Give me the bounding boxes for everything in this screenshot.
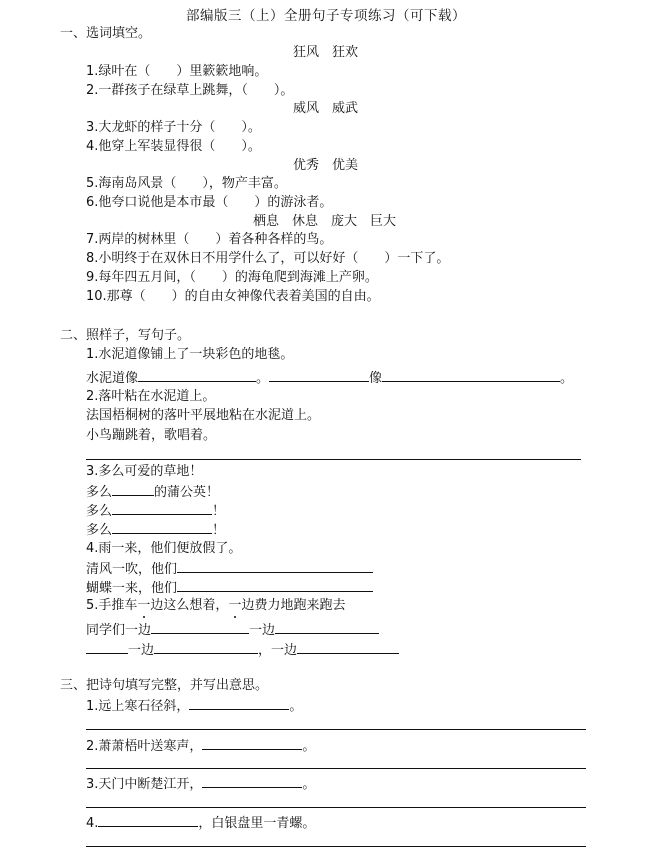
answer-blank-2-5-b0[interactable]	[86, 641, 128, 654]
answer-line-2-5-b	[86, 641, 399, 659]
answer-line-2-4-a	[86, 560, 373, 578]
answer-blank-2-1-a[interactable]	[138, 369, 256, 382]
meaning-line-3[interactable]	[86, 807, 586, 808]
answer-2-4-a-prefix: 清风一吹，他们	[86, 562, 178, 577]
meaning-line-1[interactable]	[86, 729, 586, 730]
question-1-3: 3.大龙虾的样子十分（ ）。	[86, 120, 261, 135]
poem-2-text: 2.萧萧梧叶送寒声，	[86, 739, 203, 754]
question-1-8: 8.小明终于在双休日不用学什么了，可以好好（ ）一下了。	[86, 251, 450, 266]
answer-2-1-text-c: 像	[369, 371, 383, 386]
answer-blank-2-3-c[interactable]	[112, 521, 212, 534]
poem-blank-3[interactable]	[202, 775, 302, 788]
poem-line-2	[86, 737, 315, 755]
question-1-6: 6.他夸口说他是本市最（ ）的游泳者。	[86, 195, 333, 210]
answer-blank-2-1-b[interactable]	[269, 369, 369, 382]
answer-2-3-c-suffix: ！	[212, 523, 226, 538]
answer-2-3-a-prefix: 多么	[86, 485, 113, 500]
answer-2-1-text-b: 。	[256, 371, 270, 386]
question-2-2: 2.落叶粘在水泥道上。	[86, 389, 216, 404]
answer-2-3-c-prefix: 多么	[86, 523, 113, 538]
answer-blank-2-5-b1[interactable]	[154, 641, 258, 654]
answer-2-3-b-prefix: 多么	[86, 504, 113, 519]
poem-1-text: 1.远上寒石径斜，	[86, 699, 190, 714]
poem-line-4	[86, 814, 315, 832]
answer-line-2-2[interactable]	[86, 459, 581, 460]
section1-heading: 一、选词填空。	[60, 26, 152, 41]
question-1-7: 7.两岸的树林里（ ）着各种各样的鸟。	[86, 232, 333, 247]
answer-2-5-a-mid: 一边	[249, 623, 276, 638]
answer-2-3-b-suffix: ！	[212, 504, 226, 519]
meaning-line-2[interactable]	[86, 768, 586, 769]
word-options-2: 威风 威武	[293, 101, 359, 116]
answer-2-5-b-mid2: ，一边	[258, 643, 298, 658]
answer-line-2-4-b	[86, 579, 373, 597]
section2-heading: 二、照样子，写句子。	[60, 328, 191, 343]
answer-2-3-a-suffix: 的蒲公英！	[154, 485, 220, 500]
answer-2-5-b-mid: 一边	[128, 643, 155, 658]
answer-blank-2-4-a[interactable]	[177, 560, 373, 573]
answer-blank-2-4-b[interactable]	[177, 579, 373, 592]
question-1-4: 4.他穿上军装显得很（ ）。	[86, 139, 261, 154]
answer-blank-2-5-a1[interactable]	[151, 621, 249, 634]
answer-blank-2-3-b[interactable]	[112, 502, 212, 515]
section3-heading: 三、把诗句填写完整，并写出意思。	[60, 678, 269, 693]
question-2-5	[86, 598, 345, 614]
task-2-2: 小鸟蹦跳着，歌唱着。	[86, 428, 217, 443]
answer-2-1-text-d: 。	[560, 371, 574, 386]
poem-1-end: 。	[289, 699, 303, 714]
answer-line-2-3-c	[86, 521, 225, 539]
question-2-5-pre: 5.手推车	[86, 598, 138, 613]
poem-blank-4[interactable]	[98, 814, 198, 827]
answer-blank-2-1-c[interactable]	[382, 369, 560, 382]
question-1-2: 2.一群孩子在绿草上跳舞，（ ）。	[86, 83, 294, 98]
question-2-1: 1.水泥道像铺上了一块彩色的地毯。	[86, 347, 294, 362]
poem-4-num: 4.	[86, 816, 99, 831]
page-title: 部编版三（上）全册句子专项练习（可下载）	[186, 8, 466, 24]
poem-3-end: 。	[302, 777, 316, 792]
answer-line-2-1	[86, 369, 573, 387]
meaning-line-4[interactable]	[86, 846, 586, 847]
question-1-9: 9.每年四五月间，（ ）的海龟爬到海滩上产卵。	[86, 270, 378, 285]
poem-3-text: 3.天门中断楚江开，	[86, 777, 203, 792]
poem-4-text: ，白银盘里一青螺。	[198, 816, 316, 831]
answer-2-1-text-a: 水泥道像	[86, 371, 139, 386]
poem-blank-1[interactable]	[189, 697, 289, 710]
question-1-10: 10.那尊（ ）的自由女神像代表着美国的自由。	[86, 289, 380, 304]
question-2-5-mid: 边这么想着，	[150, 598, 229, 613]
answer-line-2-5-a	[86, 621, 379, 639]
answer-2-4-b-prefix: 蝴蝶一来，他们	[86, 581, 178, 596]
answer-blank-2-5-b2[interactable]	[297, 641, 399, 654]
question-2-3: 3.多么可爱的草地！	[86, 464, 203, 479]
example-2-2: 法国梧桐树的落叶平展地粘在水泥道上。	[86, 408, 321, 423]
emphasis-yi-1: 一	[137, 598, 151, 613]
question-2-5-post: 边费力地跑来跑去	[241, 598, 346, 613]
answer-line-2-3-a	[86, 483, 219, 501]
poem-line-1	[86, 697, 302, 715]
question-1-1: 1.绿叶在（ ）里簌簌地响。	[86, 64, 268, 79]
word-options-3: 优秀 优美	[293, 158, 359, 173]
poem-blank-2[interactable]	[202, 737, 302, 750]
emphasis-yi-2: 一	[228, 598, 242, 613]
poem-line-3	[86, 775, 315, 793]
word-options-1: 狂风 狂欢	[293, 45, 359, 60]
answer-2-5-a-prefix: 同学们一边	[86, 623, 152, 638]
word-options-4: 栖息 休息 庞大 巨大	[253, 214, 397, 229]
answer-blank-2-5-a2[interactable]	[275, 621, 379, 634]
question-1-5: 5.海南岛风景（ ），物产丰富。	[86, 176, 287, 191]
question-2-4: 4.雨一来，他们便放假了。	[86, 541, 242, 556]
answer-blank-2-3-a[interactable]	[112, 483, 154, 496]
answer-line-2-3-b	[86, 502, 225, 520]
poem-2-end: 。	[302, 739, 316, 754]
